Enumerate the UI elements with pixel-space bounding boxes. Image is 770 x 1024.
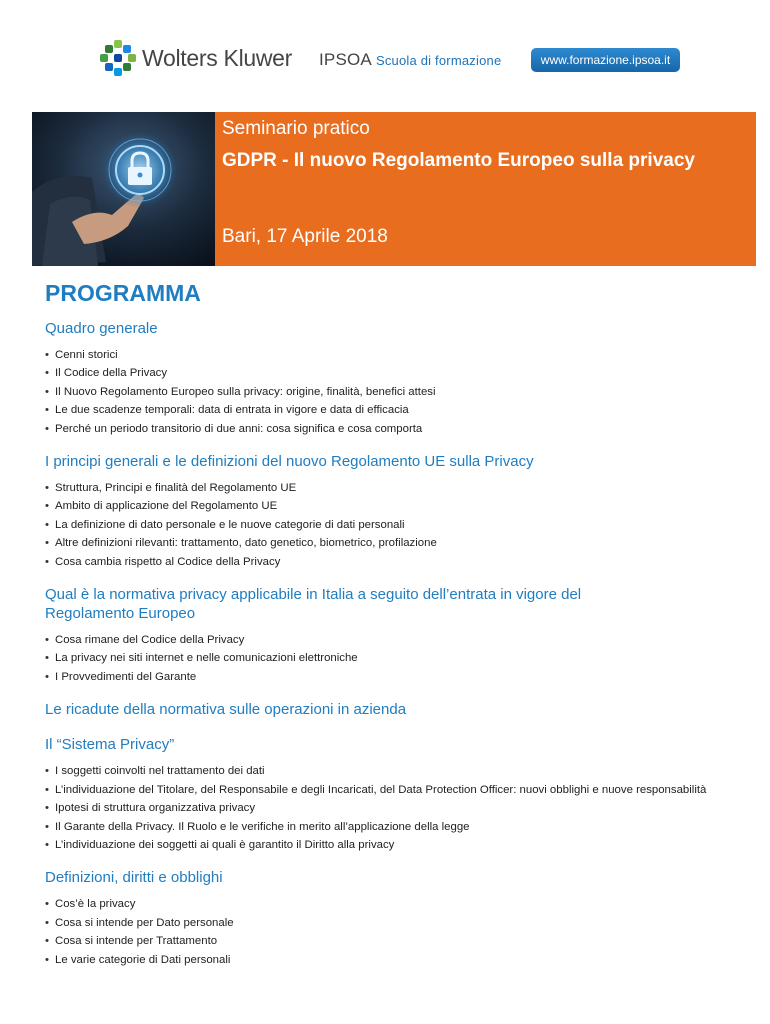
list-item: • Cosa si intende per Dato personale xyxy=(45,914,745,932)
list-item: • L’individuazione del Titolare, del Responsabile e degli Incaricati, del Data Protection Officer: nuovi obblighi e nuove responsabilità xyxy=(45,781,745,799)
wolters-kluwer-mark-icon xyxy=(100,40,136,76)
section-list xyxy=(45,631,745,686)
banner-title: GDPR - Il nuovo Regolamento Europeo sulla privacy xyxy=(222,150,695,171)
list-item: • Ipotesi di struttura organizzativa privacy xyxy=(45,799,745,817)
banner-date: Bari, 17 Aprile 2018 xyxy=(222,226,388,247)
list-item: • Cenni storici xyxy=(45,346,745,364)
section-list xyxy=(45,762,745,854)
section-heading: Il “Sistema Privacy” xyxy=(45,736,175,754)
list-item: • I soggetti coinvolti nel trattamento dei dati xyxy=(45,762,745,780)
website-link[interactable]: www.formazione.ipsoa.it xyxy=(531,48,680,72)
ipsoa-name: IPSOA xyxy=(319,50,372,69)
list-item: • La definizione di dato personale e le nuove categorie di dati personali xyxy=(45,516,745,534)
section-heading: Le ricadute della normativa sulle operazioni in azienda xyxy=(45,701,407,719)
section-heading: Definizioni, diritti e obblighi xyxy=(45,869,223,887)
list-item: • La privacy nei siti internet e nelle comunicazioni elettroniche xyxy=(45,649,745,667)
padlock-hand-illustration-icon xyxy=(32,112,215,266)
list-item: • L’individuazione dei soggetti ai quali è garantito il Diritto alla privacy xyxy=(45,836,745,854)
list-item: • Le varie categorie di Dati personali xyxy=(45,951,745,969)
list-item: • Cosa rimane del Codice della Privacy xyxy=(45,631,745,649)
section-heading: I principi generali e le definizioni del nuovo Regolamento UE sulla Privacy xyxy=(45,453,534,471)
brand-name: Wolters Kluwer xyxy=(142,44,293,71)
programma-content xyxy=(45,280,745,983)
section-list xyxy=(45,479,745,571)
section-list xyxy=(45,346,745,438)
list-item: • Le due scadenze temporali: data di entrata in vigore e data di efficacia xyxy=(45,401,745,419)
list-item: • Ambito di applicazione del Regolamento UE xyxy=(45,497,745,515)
section-heading: Qual è la normativa privacy applicabile in Italia a seguito dell’entrata in vigore del Regolamento Europeo xyxy=(45,586,582,623)
list-item: • I Provvedimenti del Garante xyxy=(45,668,745,686)
page-header xyxy=(0,0,770,100)
seminar-banner xyxy=(32,112,756,266)
banner-subtitle: Seminario pratico xyxy=(222,118,370,139)
programma-title: PROGRAMMA xyxy=(45,280,201,306)
list-item: • Altre definizioni rilevanti: trattamento, dato genetico, biometrico, profilazione xyxy=(45,534,745,552)
list-item: • Cosa cambia rispetto al Codice della Privacy xyxy=(45,553,745,571)
section-heading: Quadro generale xyxy=(45,320,158,337)
list-item: • Struttura, Principi e finalità del Regolamento UE xyxy=(45,479,745,497)
list-item: • Cos’è la privacy xyxy=(45,895,745,913)
list-item: • Il Nuovo Regolamento Europeo sulla privacy: origine, finalità, benefici attesi xyxy=(45,383,745,401)
list-item: • Perché un periodo transitorio di due anni: cosa significa e cosa comporta xyxy=(45,420,745,438)
list-item: • Il Garante della Privacy. Il Ruolo e le verifiche in merito all’applicazione della legge xyxy=(45,818,745,836)
list-item: • Il Codice della Privacy xyxy=(45,364,745,382)
ipsoa-logo xyxy=(319,50,501,70)
wolters-kluwer-logo xyxy=(100,40,292,76)
list-item: • Cosa si intende per Trattamento xyxy=(45,932,745,950)
ipsoa-subtitle: Scuola di formazione xyxy=(375,53,502,68)
security-lock-photo xyxy=(32,112,215,266)
section-list xyxy=(45,895,745,969)
